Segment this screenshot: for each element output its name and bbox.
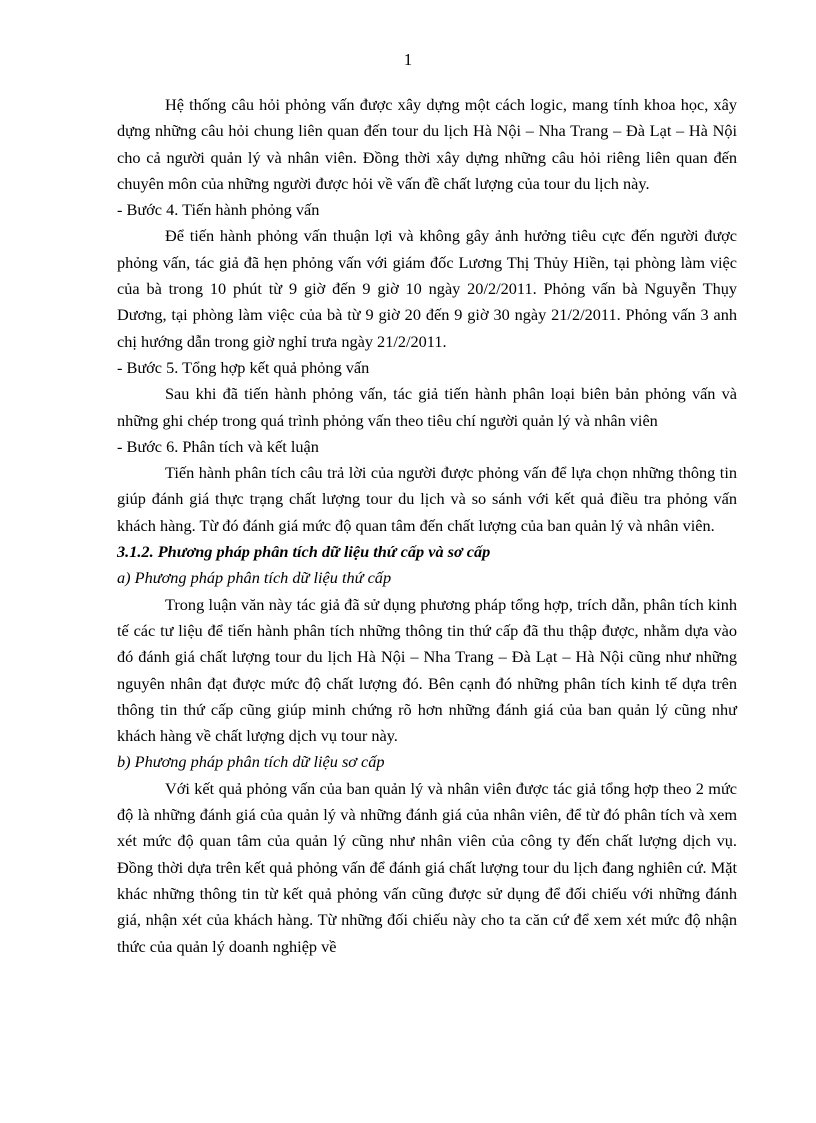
paragraph-primary-data: Với kết quả phỏng vấn của ban quản lý và nhân viên được tác giả tổng hợp theo 2 mức độ là những đánh giá của quản lý và những đánh giá của nhân viên, để từ đó phân tích và xem xét mức độ quan tâm của quản lý cũng như nhân viên của công ty đến chất lượng dịch vụ. Đồng thời dựa trên kết quả phỏng vấn để đánh giá chất lượng tour du lịch đang nghiên cứ. Mặt khác những thông tin từ kết quả phỏng vấn cũng được sử dụng để đối chiếu với những đánh giá, nhận xét của khách hàng. Từ những đối chiếu này cho ta căn cứ để xem xét mức độ nhận thức của quản lý doanh nghiệp về	[117, 778, 737, 956]
subheading-primary-data: b) Phương pháp phân tích dữ liệu sơ cấp	[117, 752, 385, 772]
paragraph-conduct-interview: Để tiến hành phỏng vấn thuận lợi và không gây ảnh hưởng tiêu cực đến người được phỏng vấn, tác giả đã hẹn phỏng vấn với giám đốc Lương Thị Thủy Hiền, tại phòng làm việc của bà trong 10 phút từ 9 giờ đến 9 giờ 10 ngày 20/2/2011. Phỏng vấn bà Nguyễn Thụy Dương, tại phòng làm việc của bà từ 9 giờ 20 đến 9 giờ 30 ngày 21/2/2011. Phỏng vấn 3 anh chị hướng dẫn trong giờ nghỉ trưa ngày 21/2/2011.	[117, 226, 737, 351]
document-body	[117, 92, 737, 960]
paragraph-summarize-results: Sau khi đã tiến hành phỏng vấn, tác giả tiến hành phân loại biên bản phỏng vấn và những ghi chép trong quá trình phỏng vấn theo tiêu chí người quản lý và nhân viên	[117, 384, 737, 430]
subheading-secondary-data: a) Phương pháp phân tích dữ liệu thứ cấp	[117, 568, 392, 588]
paragraph-secondary-data: Trong luận văn này tác giả đã sử dụng phương pháp tổng hợp, trích dẫn, phân tích kinh tế các tư liệu để tiến hành phân tích những thông tin thứ cấp đã thu thập được, nhằm dựa vào đó đánh giá chất lượng tour du lịch Hà Nội – Nha Trang – Đà Lạt – Hà Nội cũng như những nguyên nhân đạt được mức độ chất lượng đó. Bên cạnh đó những phân tích kinh tế dựa trên thông tin thứ cấp cũng giúp minh chứng rõ hơn những đánh giá của ban quản lý cũng như khách hàng về chất lượng dịch vụ tour này.	[117, 594, 737, 746]
step-6-label: - Bước 6. Phân tích và kết luận	[117, 436, 319, 456]
step-4-label: - Bước 4. Tiến hành phỏng vấn	[117, 200, 320, 220]
step-5-label: - Bước 5. Tổng hợp kết quả phỏng vấn	[117, 357, 370, 377]
paragraph-interview-questions: Hệ thống câu hỏi phỏng vấn được xây dựng một cách logic, mang tính khoa học, xây dựng những câu hỏi chung liên quan đến tour du lịch Hà Nội – Nha Trang – Đà Lạt – Hà Nội cho cả người quản lý và nhân viên. Đồng thời xây dựng những câu hỏi riêng liên quan đến chuyên môn của những người được hỏi về vấn đề chất lượng của tour du lịch này.	[117, 95, 737, 193]
section-heading: 3.1.2. Phương pháp phân tích dữ liệu thứ cấp và sơ cấp	[117, 542, 491, 562]
paragraph-analysis-conclusion: Tiến hành phân tích câu trả lời của người được phỏng vấn để lựa chọn những thông tin giúp đánh giá thực trạng chất lượng tour du lịch và so sánh với kết quả điều tra phỏng vấn khách hàng. Từ đó đánh giá mức độ quan tâm đến chất lượng của ban quản lý và nhân viên.	[117, 463, 737, 535]
page-number: 1	[403, 50, 413, 69]
